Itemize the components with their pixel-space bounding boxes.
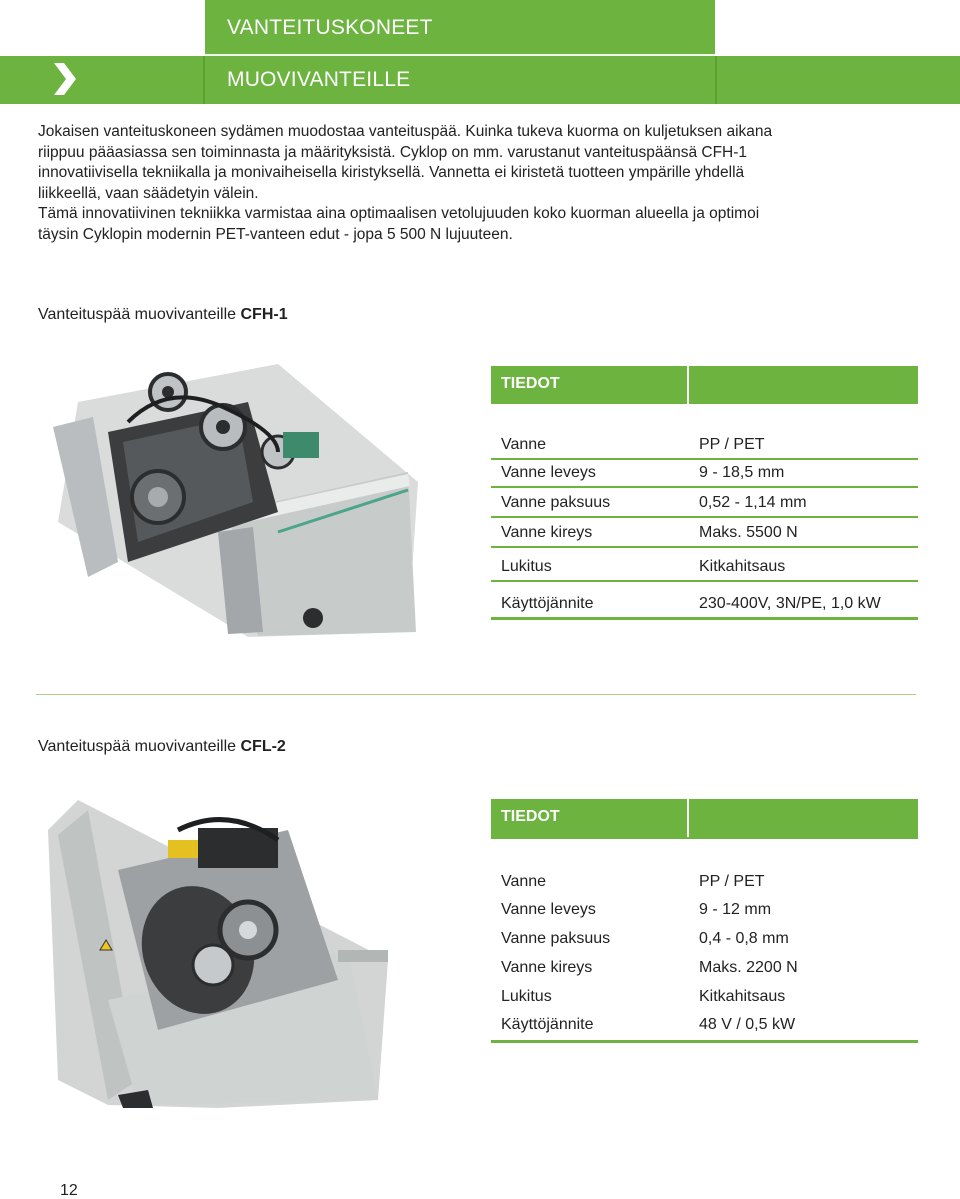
section-model: CFH-1 <box>240 306 288 323</box>
spec-key: Vanne kireys <box>501 959 593 976</box>
spec-value: 9 - 12 mm <box>699 901 772 918</box>
spec-key: Vanne paksuus <box>501 494 611 511</box>
spec-table-header <box>491 799 918 837</box>
spec-header-separator <box>687 799 689 837</box>
table-row <box>491 923 918 952</box>
header-divider <box>205 54 715 56</box>
spec-value: PP / PET <box>699 873 765 890</box>
intro-line: täysin Cyklopin modernin PET-vanteen edut - jopa 5 500 N lujuuteen. <box>38 225 513 243</box>
spec-value: 230-400V, 3N/PE, 1,0 kW <box>699 595 881 612</box>
intro-line: riippuu pääasiassa sen toiminnasta ja määrityksistä. Cyklop on mm. varustanut vanteituspäänsä CFH-1 <box>38 143 748 161</box>
spec-key: Käyttöjännite <box>501 595 594 612</box>
spec-key: Vanne kireys <box>501 524 593 541</box>
spec-value: Maks. 5500 N <box>699 524 798 541</box>
spec-value: 9 - 18,5 mm <box>699 464 785 481</box>
table-row <box>491 518 918 548</box>
section-title-prefix: Vanteituspää muovivanteille <box>38 738 241 755</box>
spec-key: Vanne <box>501 873 547 890</box>
machine-cfl2-image <box>48 800 408 1108</box>
spec-value: 48 V / 0,5 kW <box>699 1016 796 1033</box>
section-title-cfl2 <box>38 738 286 756</box>
spec-key: Käyttöjännite <box>501 1016 594 1033</box>
spec-key: Vanne <box>501 436 547 453</box>
spec-table-cfl2 <box>491 799 918 1043</box>
table-row <box>491 548 918 582</box>
intro-line: Jokaisen vanteituskoneen sydämen muodostaa vanteituspää. Kuinka tukeva kuorma on kuljetuksen aikana <box>38 123 773 140</box>
page-subtitle: MUOVIVANTEILLE <box>227 68 411 91</box>
spec-value: 0,4 - 0,8 mm <box>699 930 789 947</box>
intro-line: Tämä innovatiivinen tekniikka varmistaa aina optimaalisen vetolujuuden koko kuorman alueella ja optimoi <box>38 205 760 222</box>
spec-table-header <box>491 366 918 404</box>
table-row <box>491 952 918 981</box>
table-row <box>491 981 918 1010</box>
table-row <box>491 488 918 518</box>
table-row <box>491 460 918 488</box>
spec-table-cfh1 <box>491 366 918 620</box>
spec-value: Kitkahitsaus <box>699 558 786 575</box>
spec-value: PP / PET <box>699 436 765 453</box>
section-divider <box>36 694 916 695</box>
spec-key: Vanne leveys <box>501 464 596 481</box>
table-row <box>491 895 918 923</box>
intro-line: innovatiivisella tekniikalla ja monivaiheisella kiristyksellä. Vannetta ei kiristetä tuotteen ympärille yhdellä <box>38 164 745 181</box>
table-row <box>491 404 918 460</box>
intro-line: liikkeellä, vaan säädetyin välein. <box>38 184 259 202</box>
page-number: 12 <box>60 1182 78 1199</box>
spec-value: 0,52 - 1,14 mm <box>699 494 807 511</box>
spec-key: Vanne leveys <box>501 901 596 918</box>
spec-key: Lukitus <box>501 558 552 575</box>
chevron-right-icon <box>52 62 78 96</box>
table-row <box>491 839 918 895</box>
spec-value: Kitkahitsaus <box>699 988 786 1005</box>
spec-table-header-label: TIEDOT <box>501 808 560 825</box>
section-title-cfh1 <box>38 306 288 324</box>
intro-text <box>38 122 918 245</box>
header-separator <box>715 56 717 104</box>
table-row <box>491 582 918 620</box>
spec-header-separator <box>687 366 689 404</box>
spec-value: Maks. 2200 N <box>699 959 798 976</box>
table-row <box>491 1010 918 1043</box>
spec-table-header-label: TIEDOT <box>501 375 560 392</box>
header-separator <box>203 56 205 104</box>
page-title: VANTEITUSKONEET <box>227 16 433 39</box>
section-title-prefix: Vanteituspää muovivanteille <box>38 306 241 323</box>
machine-cfh1-image <box>48 362 420 637</box>
spec-key: Vanne paksuus <box>501 930 611 947</box>
section-model: CFL-2 <box>240 738 286 755</box>
spec-key: Lukitus <box>501 988 552 1005</box>
